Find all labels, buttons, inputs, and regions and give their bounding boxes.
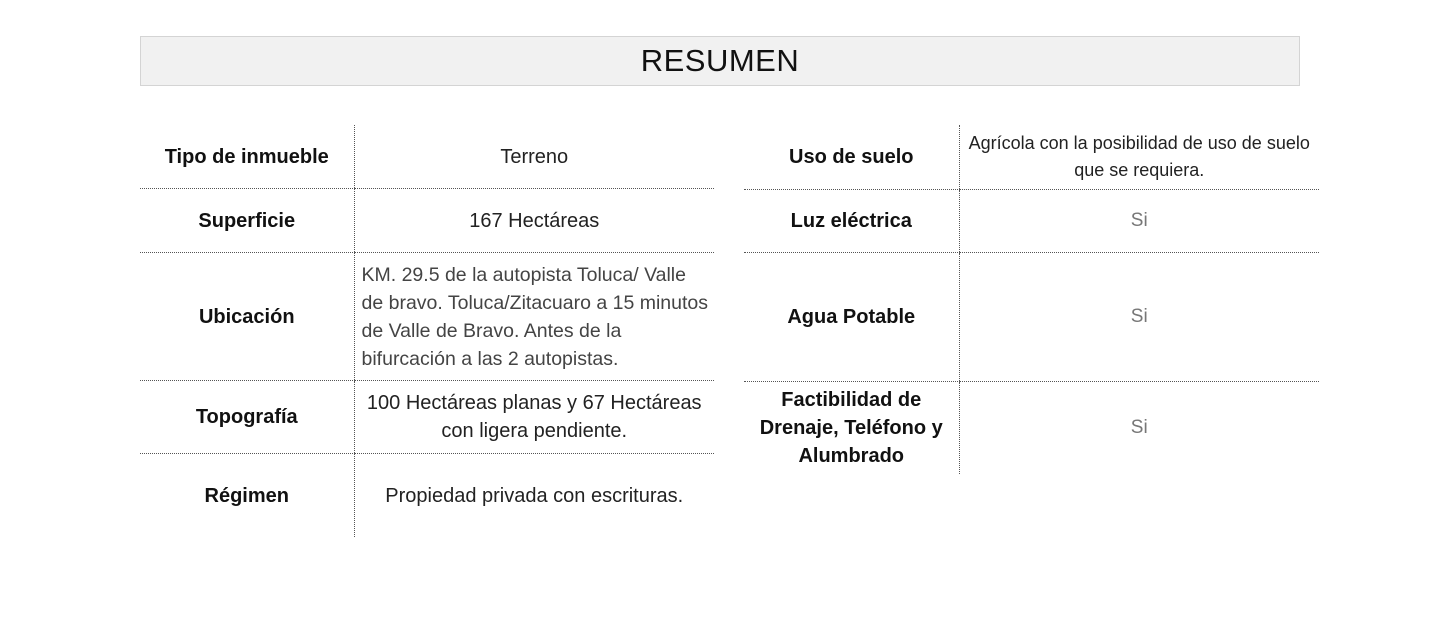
row-label: Factibilidad de Drenaje, Teléfono y Alumbrado: [759, 389, 943, 467]
table-row: [140, 189, 714, 253]
table-row: [140, 454, 714, 538]
row-label: Tipo de inmueble: [140, 125, 354, 189]
row-label: Ubicación: [140, 253, 354, 381]
row-value: 100 Hectáreas planas y 67 Hectáreas con ligera pendiente.: [354, 381, 714, 454]
row-label: Agua Potable: [744, 253, 959, 382]
row-label: Topografía: [140, 381, 354, 454]
row-value: Si: [959, 253, 1319, 382]
row-value: KM. 29.5 de la autopista Toluca/ Valle de bravo. Toluca/Zitacuaro a 15 minutos de Valle de Bravo. Antes de la bifurcación a las 2 autopistas.: [354, 253, 714, 381]
table-row: [744, 190, 1319, 253]
summary-title-bar: [140, 36, 1300, 86]
row-label: Superficie: [140, 189, 354, 253]
page-title: RESUMEN: [640, 43, 800, 78]
row-label: Régimen: [204, 484, 289, 507]
row-value: Si: [959, 382, 1319, 475]
property-details-table: [140, 125, 714, 537]
row-value: Propiedad privada con escrituras.: [354, 454, 714, 538]
table-row: [140, 253, 714, 381]
row-value: 167 Hectáreas: [354, 189, 714, 253]
table-row: [744, 382, 1319, 475]
row-value: Agrícola con la posibilidad de uso de suelo que se requiera.: [959, 125, 1319, 190]
table-row: [140, 381, 714, 454]
row-label: Uso de suelo: [744, 125, 959, 190]
row-value: Si: [959, 190, 1319, 253]
table-row: [140, 125, 714, 189]
services-table: [744, 125, 1319, 474]
row-label: Luz eléctrica: [744, 190, 959, 253]
table-row: [744, 125, 1319, 190]
row-value: Terreno: [354, 125, 714, 189]
table-row: [744, 253, 1319, 382]
